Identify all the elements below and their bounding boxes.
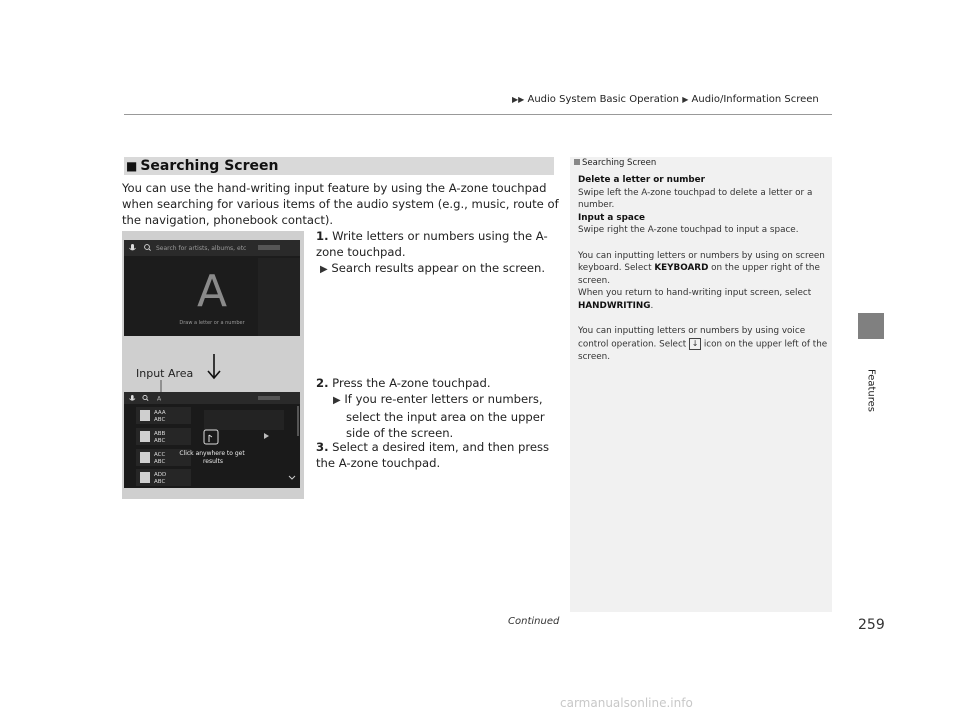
callout-label: Input Area [136,367,194,380]
step-2-result: ▶ If you re-enter letters or numbers, select the input area on the upper side of the screen. [333,392,545,440]
watermark: carmanualsonline.info [560,696,693,710]
step-2: 2. Press the A-zone touchpad. [316,376,491,390]
search-field-text[interactable]: A [157,395,162,403]
square-bullet-icon: ■ [126,159,138,173]
breadcrumb-audio-basic[interactable]: Audio System Basic Operation [527,94,679,105]
chapter-label: Features [865,369,877,412]
scrollbar[interactable] [297,406,299,436]
keyboard-button[interactable] [258,396,280,400]
talk-button-icon: ↓ [689,338,701,350]
chapter-tab-marker [858,313,884,339]
header-rule [124,114,832,115]
section-heading [124,157,554,175]
result-row[interactable] [136,428,191,445]
continued-label: Continued [508,616,560,627]
handwriting-hint: Draw a letter or a number [179,320,245,326]
svg-text:ACC: ACC [154,452,166,458]
section-title: Searching Screen [140,158,279,174]
page-number: 259 [858,617,885,633]
note-title: Searching Screen [574,158,656,168]
click-anywhere-hint-line2: results [202,458,224,465]
keyboard-button[interactable] [258,245,280,250]
result-row[interactable] [136,407,191,424]
double-arrow-icon: ▶▶ [512,95,525,104]
result-arrow-icon: ▶ [320,264,328,275]
intro-paragraph: You can use the hand-writing input feature by using the A-zone touchpad when searching for various items of the audio system (e.g., music, route of the navigation, phonebook contact). [122,181,559,227]
arrow-icon: ▶ [682,95,689,104]
note-body: Delete a letter or number Swipe left the A-zone touchpad to delete a letter or a number. Input a space Swipe right the A-zone touchpad to input a space. You can inputting letters or numbers by using on screen keyboard. Select KEYBOARD on the upper right of the screen. When you return to hand-writing input screen, select HANDWRITING. You can inputting letters or numbers by using voice control operation. Select ↓ icon on the upper left of the screen. [578,175,828,362]
svg-text:AAA: AAA [154,410,166,416]
svg-text:ABB: ABB [154,431,166,437]
click-anywhere-hint: Click anywhere to get results [179,450,245,465]
step-1-result: ▶ Search results appear on the screen. [320,261,546,275]
result-row[interactable] [136,469,191,486]
svg-text:ADD: ADD [154,472,167,478]
step-3: 3. Select a desired item, and then press the A-zone touchpad. [316,440,550,470]
svg-text:ABC: ABC [154,438,166,444]
svg-text:ABC: ABC [154,417,166,423]
svg-text:ABC: ABC [154,459,166,465]
input-area-callout [124,350,244,394]
handwritten-letter: A [196,266,228,317]
breadcrumb-audio-info[interactable]: Audio/Information Screen [691,94,819,105]
down-arrow-icon [208,354,220,378]
handwriting-screen [124,240,300,336]
breadcrumb [512,94,819,105]
search-placeholder[interactable]: Search for artists, albums, etc [156,245,247,252]
result-arrow-icon: ▶ [333,395,341,406]
search-results-screen [124,392,300,488]
note-marker-icon [574,159,580,165]
step-1: 1. Write letters or numbers using the A-zone touchpad. [316,229,548,259]
svg-text:ABC: ABC [154,479,166,485]
